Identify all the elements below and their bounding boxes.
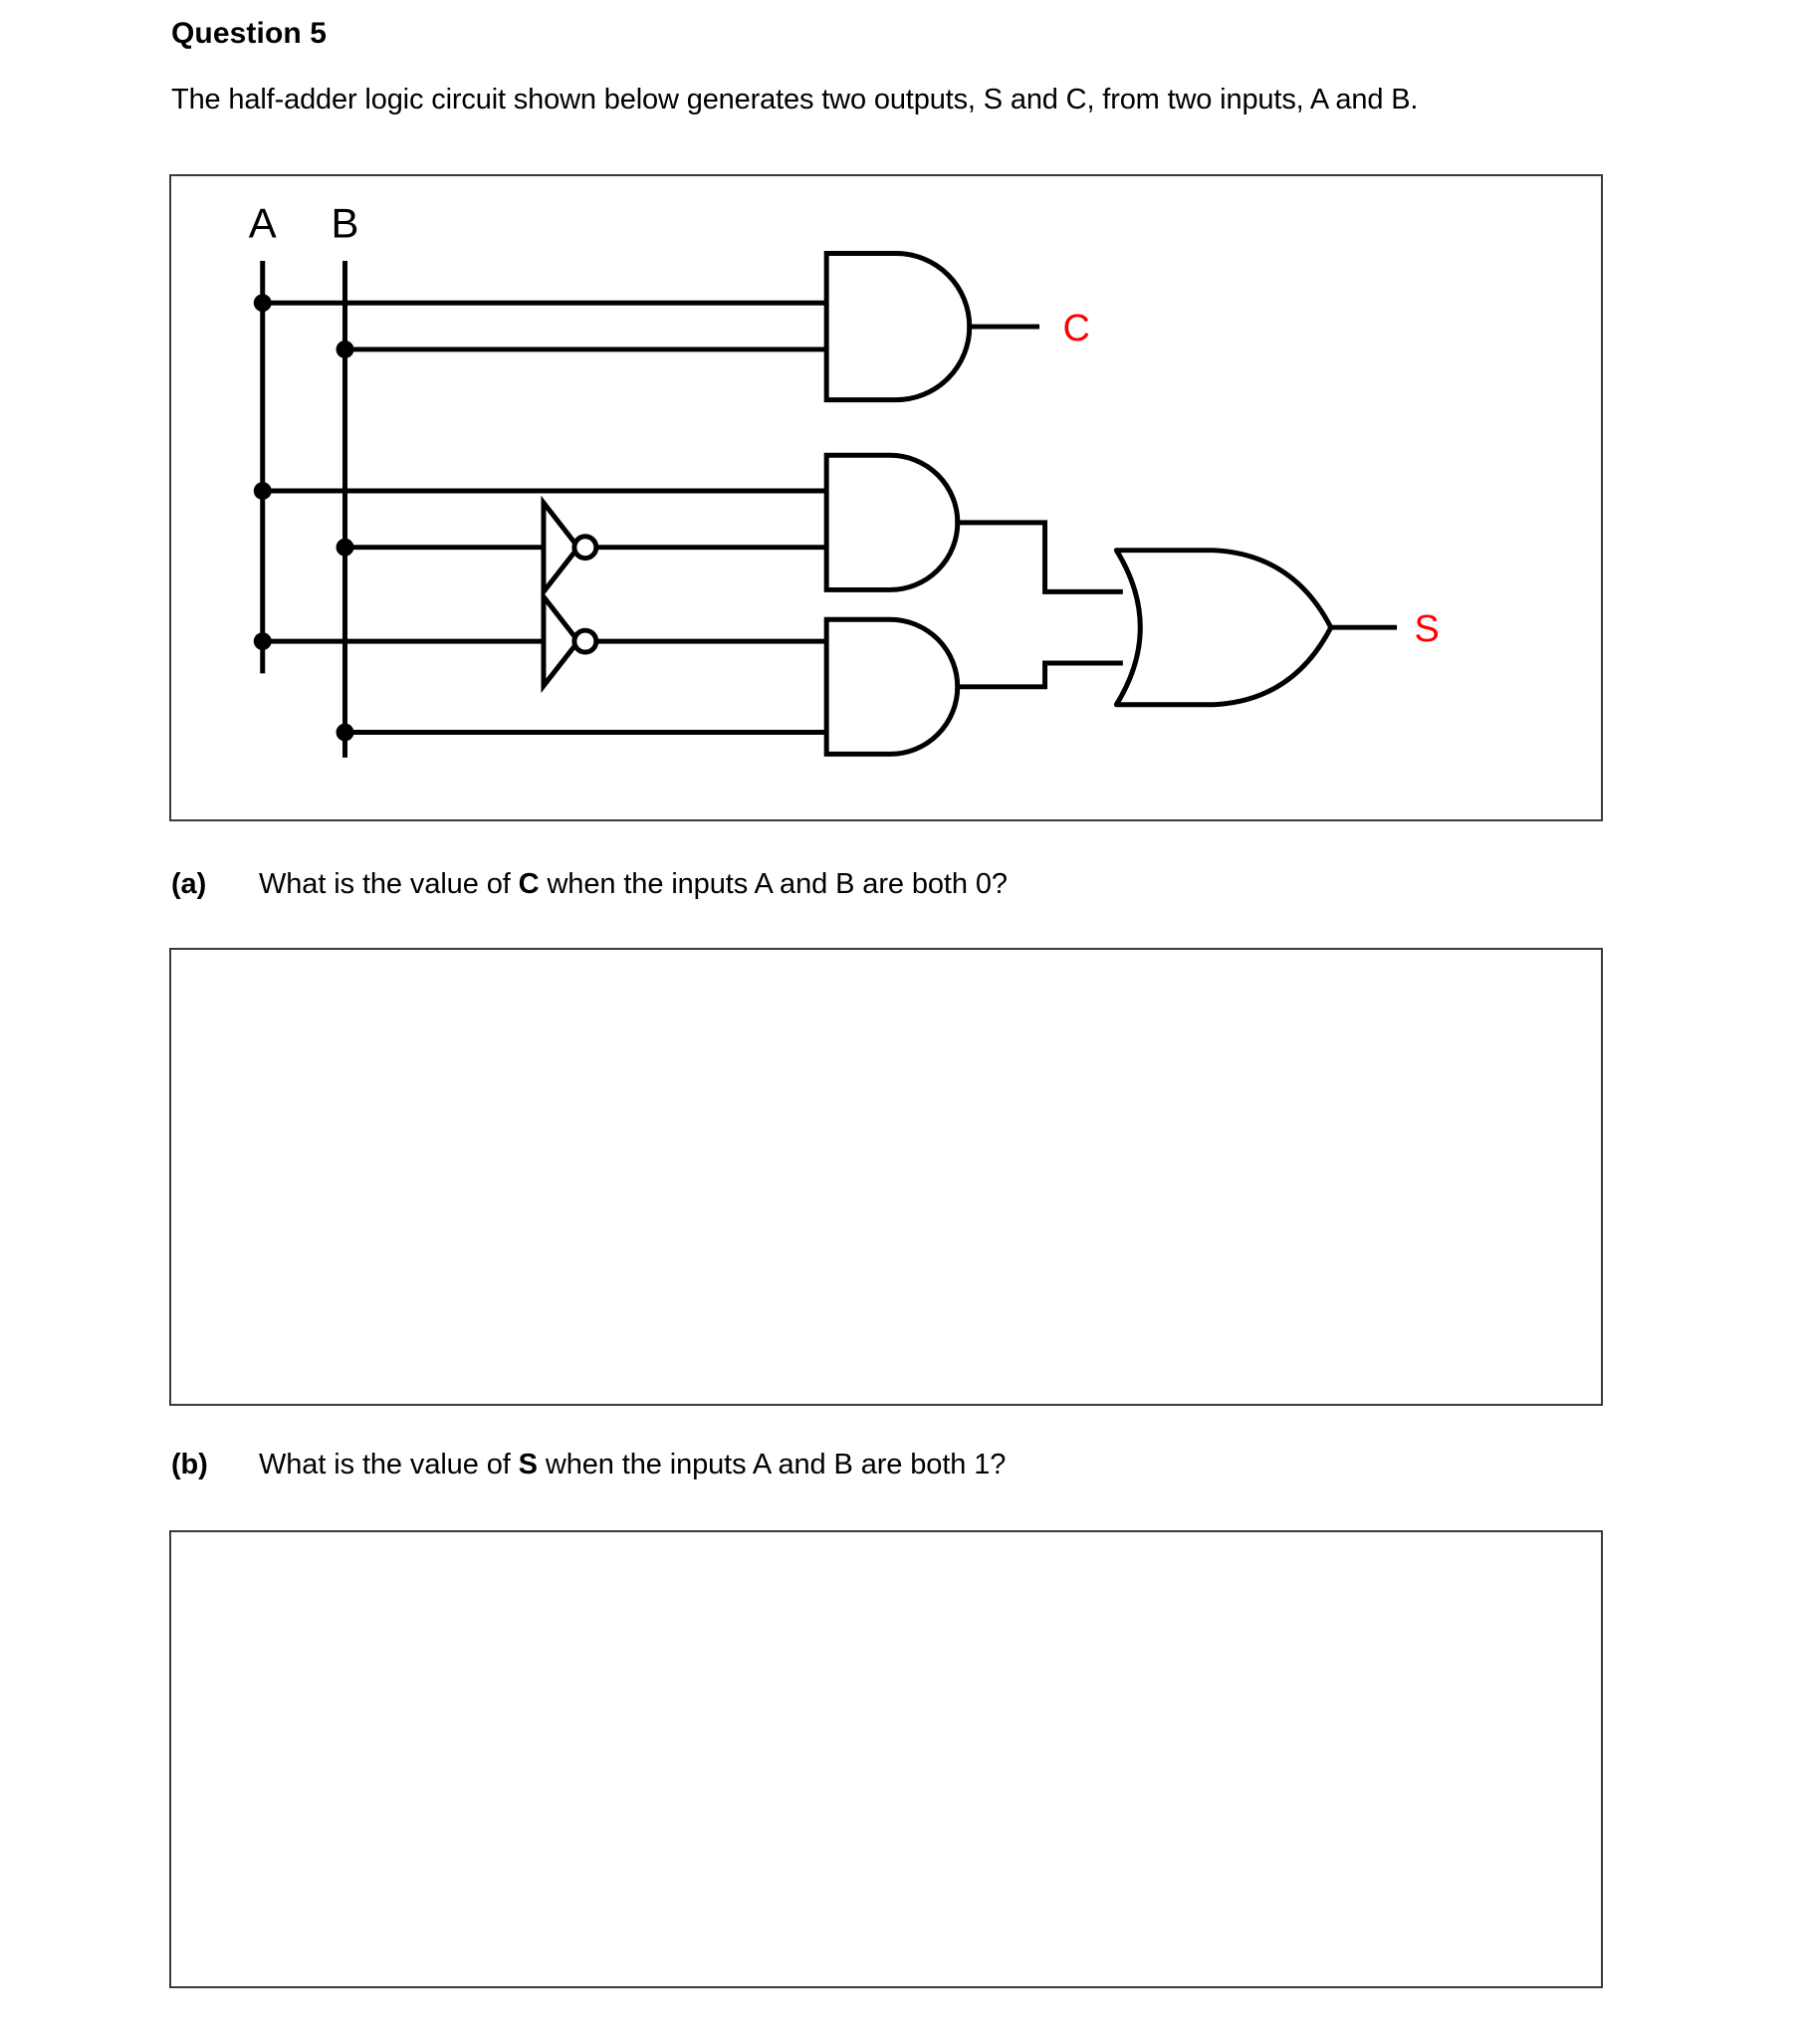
part-a-label: (a) — [171, 868, 207, 900]
answer-box-a[interactable] — [169, 948, 1603, 1406]
part-b-emphasis: S — [518, 1449, 538, 1480]
part-a-text-before: What is the value of — [259, 868, 519, 900]
part-b-label: (b) — [171, 1449, 208, 1480]
page-title: Question 5 — [171, 17, 328, 50]
half-adder-circuit-svg — [171, 176, 1601, 819]
part-b-text-after: when the inputs A and B are both 1? — [537, 1449, 1007, 1480]
not-gate-a — [544, 503, 596, 591]
and-gate-carry — [826, 254, 1036, 400]
wire-junction-dots — [254, 294, 354, 741]
or-gate-sum — [1116, 551, 1394, 705]
output-label-s: S — [1414, 608, 1440, 651]
not-gate-b — [544, 596, 596, 685]
input-rails — [263, 263, 345, 755]
output-label-c: C — [1062, 308, 1090, 349]
question-intro-text: The half-adder logic circuit shown below generates two outputs, S and C, from two inputs, A and B. — [171, 84, 1419, 115]
question-part-b — [171, 1449, 1006, 1481]
input-label-a: A — [248, 199, 277, 247]
and-gate-upper-sum — [826, 455, 1120, 591]
and-gate-lower-sum — [826, 619, 1120, 754]
circuit-diagram-box — [169, 174, 1603, 821]
part-b-text-before: What is the value of — [259, 1449, 519, 1480]
answer-box-b[interactable] — [169, 1530, 1603, 1988]
question-part-a — [171, 868, 1008, 901]
input-label-b: B — [331, 199, 359, 247]
part-a-text-after: when the inputs A and B are both 0? — [539, 868, 1008, 900]
part-a-emphasis: C — [518, 868, 540, 900]
